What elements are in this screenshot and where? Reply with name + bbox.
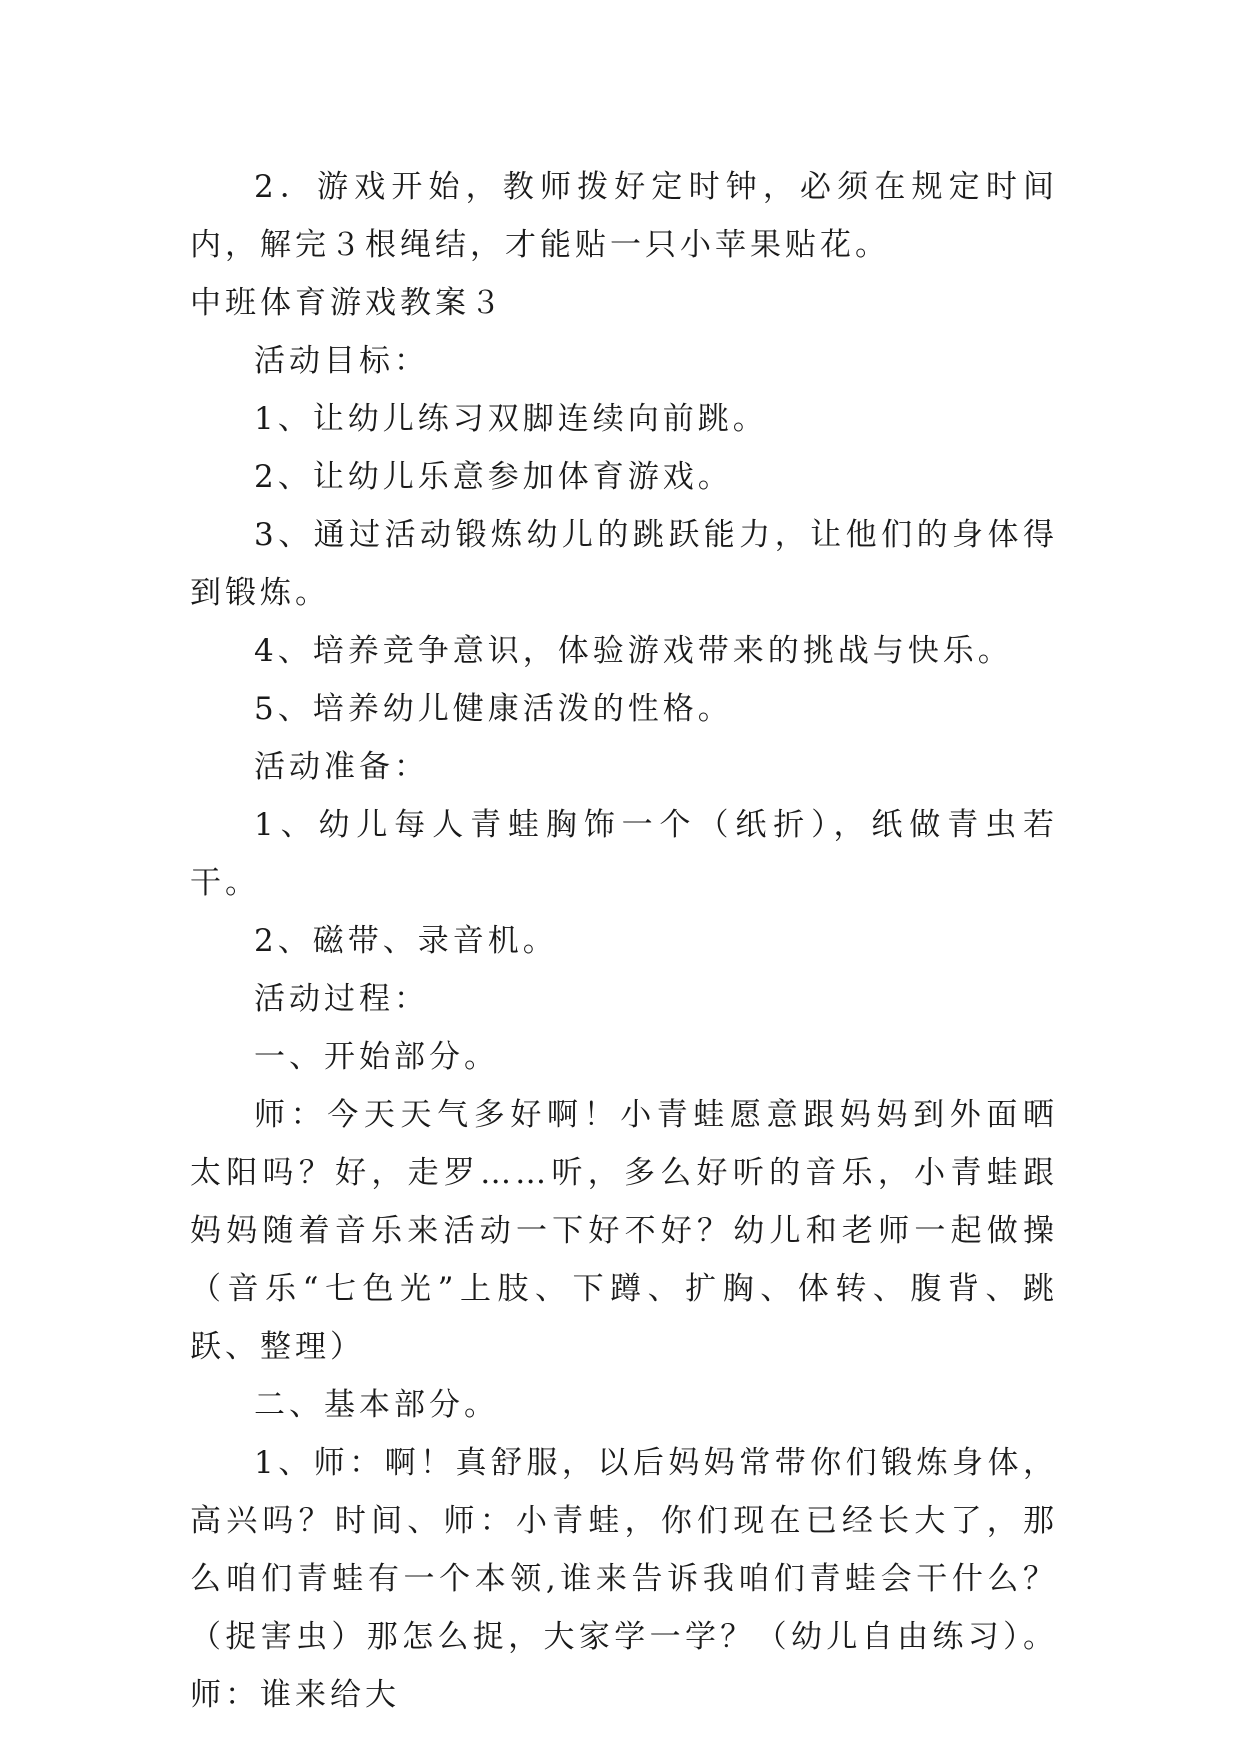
paragraph-goal-4: 4、培养竞争意识，体验游戏带来的挑战与快乐。	[254, 633, 1013, 669]
paragraph-game-rule-2: 2．游戏开始，教师拨好定时钟，必须在规定时间内，解完３根绳结，才能贴一只小苹果贴花。	[190, 169, 1058, 263]
paragraph-part-one-title: 一、开始部分。	[254, 1039, 499, 1075]
document-body	[190, 158, 1058, 1724]
paragraph-goals-label: 活动目标：	[254, 343, 429, 379]
paragraph-goal-2: 2、让幼儿乐意参加体育游戏。	[254, 459, 733, 495]
paragraph-goal-5: 5、培养幼儿健康活泼的性格。	[254, 691, 733, 727]
section-heading-lesson-3: 中班体育游戏教案３	[190, 285, 505, 321]
paragraph-preparation-2: 2、磁带、录音机。	[254, 923, 558, 959]
paragraph-part-two-body: 1、师：啊！真舒服，以后妈妈常带你们锻炼身体，高兴吗？时间、师：小青蛙，你们现在已经长大了，那么咱们青蛙有一个本领,谁来告诉我咱们青蛙会干什么？（捉害虫）那怎么捉，大家学一学？（幼儿自由练习）。师：谁来给大	[190, 1445, 1058, 1713]
paragraph-preparation-1: 1、幼儿每人青蛙胸饰一个（纸折），纸做青虫若干。	[190, 807, 1058, 901]
paragraph-part-two-title: 二、基本部分。	[254, 1387, 499, 1423]
paragraph-goal-1: 1、让幼儿练习双脚连续向前跳。	[254, 401, 768, 437]
paragraph-part-one-body: 师：今天天气多好啊！小青蛙愿意跟妈妈到外面晒太阳吗？好，走罗……听，多么好听的音乐，小青蛙跟妈妈随着音乐来活动一下好不好？幼儿和老师一起做操（音乐“七色光”上肢、下蹲、扩胸、体转、腹背、跳跃、整理）	[190, 1097, 1058, 1365]
paragraph-preparation-label: 活动准备：	[254, 749, 429, 785]
paragraph-goal-3: 3、通过活动锻炼幼儿的跳跃能力，让他们的身体得到锻炼。	[190, 517, 1058, 611]
paragraph-process-label: 活动过程：	[254, 981, 429, 1017]
